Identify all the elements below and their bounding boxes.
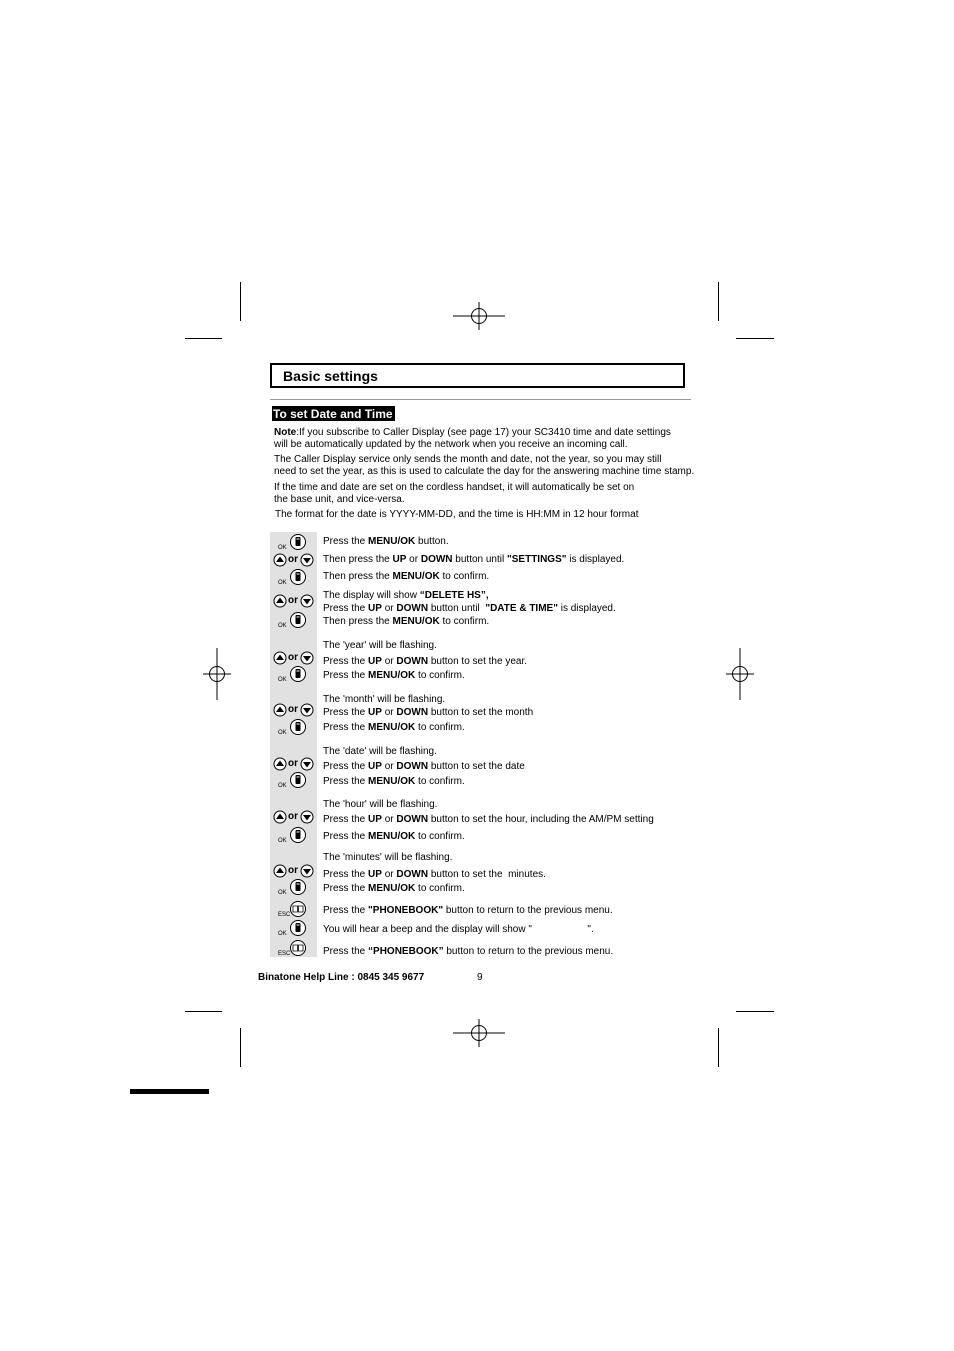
step-keyword: MENU/OK bbox=[368, 536, 416, 547]
step-instruction bbox=[323, 603, 616, 615]
step-instruction bbox=[323, 616, 489, 628]
svg-text:OK: OK bbox=[278, 623, 287, 629]
note-text: :If you subscribe to Caller Display (see page 17) your SC3410 time and date settings bbox=[296, 427, 671, 438]
menu-ok-icon bbox=[278, 612, 308, 630]
step-keyword: UP bbox=[368, 656, 382, 667]
step-text: button to return to the previous menu. bbox=[443, 946, 614, 957]
step-text: is displayed. bbox=[557, 603, 616, 614]
down-arrow-icon bbox=[300, 594, 314, 608]
step-text: button until bbox=[452, 554, 507, 565]
svg-text:OK: OK bbox=[278, 783, 287, 789]
step-text: or bbox=[381, 761, 397, 772]
step-text: Press the bbox=[323, 946, 369, 957]
step-text: or bbox=[381, 707, 397, 718]
step-instruction bbox=[323, 722, 465, 734]
step-text: to confirm. bbox=[415, 670, 465, 681]
svg-text:OK: OK bbox=[278, 545, 287, 551]
note-line: The format for the date is YYYY-MM-DD, and the time is HH:MM in 12 hour format bbox=[275, 509, 639, 520]
or-label: or bbox=[288, 554, 298, 565]
step-keyword: "SETTINGS" bbox=[507, 554, 567, 565]
step-text: button to set the month bbox=[428, 707, 534, 718]
down-arrow-icon bbox=[300, 757, 314, 771]
menu-ok-icon bbox=[278, 569, 308, 587]
step-instruction bbox=[323, 946, 613, 958]
step-text: Press the bbox=[323, 869, 369, 880]
up-arrow-icon bbox=[273, 757, 287, 771]
step-instruction bbox=[323, 869, 546, 881]
svg-text:OK: OK bbox=[278, 730, 287, 736]
step-text: The 'month' will be flashing. bbox=[323, 694, 446, 705]
registration-mark-icon bbox=[453, 290, 505, 342]
up-arrow-icon bbox=[273, 864, 287, 878]
note-line: The Caller Display service only sends the month and date, not the year, so you may still bbox=[274, 454, 662, 465]
down-arrow-icon bbox=[300, 864, 314, 878]
crop-mark bbox=[718, 1028, 719, 1067]
step-text: button to return to the previous menu. bbox=[443, 905, 613, 916]
crop-mark bbox=[736, 338, 774, 339]
step-text: or bbox=[381, 603, 397, 614]
step-text: button. bbox=[415, 536, 449, 547]
crop-mark bbox=[185, 1011, 222, 1012]
or-label: or bbox=[288, 595, 298, 606]
svg-text:OK: OK bbox=[278, 931, 287, 937]
down-arrow-icon bbox=[300, 553, 314, 567]
step-instruction bbox=[323, 831, 465, 843]
step-text: Press the bbox=[323, 761, 369, 772]
step-text: or bbox=[381, 656, 397, 667]
or-label: or bbox=[288, 811, 298, 822]
step-instruction bbox=[323, 640, 437, 652]
registration-mark-icon bbox=[453, 1007, 505, 1059]
step-keyword: MENU/OK bbox=[368, 670, 416, 681]
note-label: Note bbox=[274, 427, 297, 438]
note-line: If the time and date are set on the cordless handset, it will automatically be set on bbox=[274, 482, 635, 493]
step-text: to confirm. bbox=[415, 831, 465, 842]
note-line: need to set the year, as this is used to calculate the day for the answering machine time stamp. bbox=[274, 466, 695, 477]
svg-text:OK: OK bbox=[278, 890, 287, 896]
registration-mark-icon bbox=[191, 648, 243, 700]
crop-mark bbox=[185, 338, 222, 339]
down-arrow-icon bbox=[300, 810, 314, 824]
menu-ok-icon bbox=[278, 719, 308, 737]
step-instruction bbox=[323, 905, 613, 917]
svg-text:OK: OK bbox=[278, 580, 287, 586]
step-instruction bbox=[323, 776, 465, 788]
up-arrow-icon bbox=[273, 594, 287, 608]
or-label: or bbox=[288, 758, 298, 769]
page-number: 9 bbox=[477, 972, 483, 983]
step-instruction bbox=[323, 536, 449, 548]
crop-mark bbox=[240, 1028, 241, 1067]
up-arrow-icon bbox=[273, 810, 287, 824]
crop-mark bbox=[736, 1011, 774, 1012]
step-text: Press the bbox=[323, 603, 369, 614]
step-instruction bbox=[323, 761, 525, 773]
svg-text:OK: OK bbox=[278, 838, 287, 844]
step-instruction bbox=[323, 707, 533, 719]
bottom-bar bbox=[130, 1089, 209, 1094]
step-keyword: UP bbox=[368, 707, 382, 718]
down-arrow-icon bbox=[300, 703, 314, 717]
step-keyword: MENU/OK bbox=[368, 722, 416, 733]
step-keyword: DOWN bbox=[396, 761, 429, 772]
step-text: The 'minutes' will be flashing. bbox=[323, 852, 453, 863]
step-keyword: UP bbox=[368, 869, 382, 880]
step-keyword: UP bbox=[368, 603, 382, 614]
step-keyword: MENU/OK bbox=[368, 776, 416, 787]
phonebook-icon bbox=[278, 940, 308, 958]
step-text: to confirm. bbox=[415, 883, 465, 894]
step-keyword: "DATE & TIME" bbox=[485, 603, 558, 614]
step-text: The display will show bbox=[323, 590, 420, 601]
step-text: The 'hour' will be flashing. bbox=[323, 799, 438, 810]
step-keyword: DOWN bbox=[396, 603, 429, 614]
step-text: or bbox=[381, 814, 397, 825]
menu-ok-icon bbox=[278, 666, 308, 684]
step-instruction bbox=[323, 924, 594, 936]
svg-text:OK: OK bbox=[278, 677, 287, 683]
svg-text:ESC: ESC bbox=[278, 951, 291, 957]
down-arrow-icon bbox=[300, 651, 314, 665]
step-text: or bbox=[381, 869, 397, 880]
step-keyword: "PHONEBOOK" bbox=[368, 905, 444, 916]
helpline: Binatone Help Line : 0845 345 9677 bbox=[258, 972, 425, 983]
menu-ok-icon bbox=[278, 920, 308, 938]
step-instruction bbox=[323, 814, 654, 826]
step-text: Press the bbox=[323, 707, 369, 718]
step-instruction bbox=[323, 656, 527, 668]
step-text: Press the bbox=[323, 831, 369, 842]
step-text: Press the bbox=[323, 776, 369, 787]
step-instruction bbox=[323, 852, 452, 864]
step-text: button to set the hour, including the AM/PM setting bbox=[428, 814, 654, 825]
crop-mark bbox=[240, 282, 241, 321]
page-title: Basic settings bbox=[283, 368, 378, 384]
step-keyword: MENU/OK bbox=[392, 571, 440, 582]
step-text: The 'date' will be flashing. bbox=[323, 746, 437, 757]
step-text: You will hear a beep and the display will show " ". bbox=[323, 924, 594, 935]
step-keyword: DOWN bbox=[396, 869, 429, 880]
up-arrow-icon bbox=[273, 553, 287, 567]
section-title: To set Date and Time bbox=[273, 407, 393, 421]
step-text: button to set the minutes. bbox=[428, 869, 546, 880]
step-keyword: UP bbox=[392, 554, 407, 565]
step-keyword: MENU/OK bbox=[392, 616, 440, 627]
step-text: Press the bbox=[323, 722, 369, 733]
step-text: or bbox=[406, 554, 421, 565]
svg-text:ESC: ESC bbox=[278, 912, 291, 918]
step-text: to confirm. bbox=[439, 571, 490, 582]
step-keyword: DOWN bbox=[396, 707, 429, 718]
step-text: Then press the bbox=[323, 616, 393, 627]
step-instruction bbox=[323, 554, 624, 566]
menu-ok-icon bbox=[278, 879, 308, 897]
step-keyword: MENU/OK bbox=[368, 831, 416, 842]
step-instruction bbox=[323, 799, 437, 811]
step-text: Press the bbox=[323, 883, 369, 894]
step-text: to confirm. bbox=[415, 776, 465, 787]
step-text: to confirm. bbox=[439, 616, 490, 627]
step-text: to confirm. bbox=[415, 722, 465, 733]
step-text: button until bbox=[428, 603, 486, 614]
step-keyword: “PHONEBOOK” bbox=[368, 946, 444, 957]
note-line: will be automatically updated by the network when you receive an incoming call. bbox=[274, 439, 628, 450]
registration-mark-icon bbox=[714, 648, 766, 700]
step-instruction bbox=[323, 571, 489, 583]
step-text: Press the bbox=[323, 670, 369, 681]
menu-ok-icon bbox=[278, 827, 308, 845]
or-label: or bbox=[288, 704, 298, 715]
step-text: Press the bbox=[323, 814, 369, 825]
step-text: button to set the date bbox=[428, 761, 525, 772]
step-text: Press the bbox=[323, 536, 369, 547]
step-keyword: DOWN bbox=[396, 656, 429, 667]
step-instruction bbox=[323, 883, 465, 895]
note-line bbox=[274, 427, 671, 439]
step-instruction bbox=[323, 746, 437, 758]
step-text: Press the bbox=[323, 656, 369, 667]
step-text: Then press the bbox=[323, 554, 393, 565]
up-arrow-icon bbox=[273, 703, 287, 717]
step-keyword: “DELETE HS”, bbox=[419, 590, 489, 601]
menu-ok-icon bbox=[278, 772, 308, 790]
note-line: the base unit, and vice-versa. bbox=[274, 494, 405, 505]
or-label: or bbox=[288, 865, 298, 876]
menu-ok-icon bbox=[278, 534, 308, 552]
divider bbox=[270, 399, 691, 400]
step-text: Then press the bbox=[323, 571, 393, 582]
step-text: is displayed. bbox=[566, 554, 625, 565]
step-keyword: UP bbox=[368, 761, 382, 772]
or-label: or bbox=[288, 652, 298, 663]
step-keyword: UP bbox=[368, 814, 382, 825]
step-text: The 'year' will be flashing. bbox=[323, 640, 437, 651]
step-keyword: DOWN bbox=[420, 554, 453, 565]
step-text: button to set the year. bbox=[428, 656, 528, 667]
step-keyword: DOWN bbox=[396, 814, 429, 825]
step-instruction bbox=[323, 694, 445, 706]
step-instruction bbox=[323, 590, 489, 602]
step-instruction bbox=[323, 670, 465, 682]
phonebook-icon bbox=[278, 901, 308, 919]
crop-mark bbox=[718, 282, 719, 321]
step-keyword: MENU/OK bbox=[368, 883, 416, 894]
up-arrow-icon bbox=[273, 651, 287, 665]
step-text: Press the bbox=[323, 905, 369, 916]
